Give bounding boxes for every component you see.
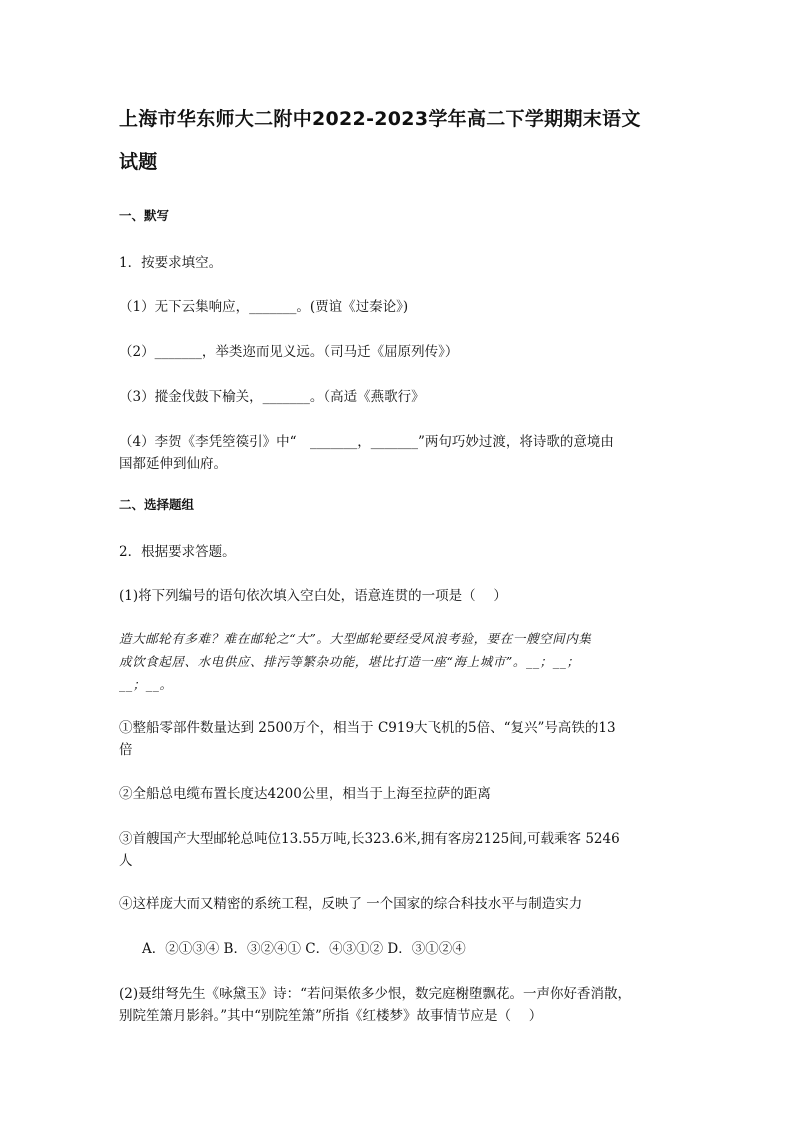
passage-line-2: 成饮食起居、水电供应、排污等繁杂功能，堪比打造一座“海上城市”。__；__； — [119, 654, 580, 669]
question-2-stem: 2．根据要求答题。 — [119, 544, 236, 560]
sentence-3-cont: 人 — [119, 853, 133, 869]
question-1-item-1: （1）无下云集响应，_______。(贾谊《过秦论》) — [119, 299, 409, 315]
sentence-3: ③首艘国产大型邮轮总吨位13.55万吨,长323.6米,拥有客房2125间,可载乘客 5246 — [119, 831, 620, 847]
section-heading-dictation: 一、默写 — [119, 208, 170, 223]
subquestion-2-line-2: 别院笙箫月影斜。”其中“别院笙箫”所指《红楼梦》故事情节应是（ ） — [119, 1008, 543, 1024]
question-1-item-3: （3）摐金伐鼓下榆关，_______。（高适《燕歌行》 — [119, 389, 425, 405]
passage-line-3: __；__。 — [119, 677, 173, 692]
question-1-item-4: （4）李贺《李凭箜篌引》中“ _______，_______”两句巧妙过渡，将诗歌的意境由 — [119, 434, 614, 450]
passage-line-1: 造大邮轮有多难？难在邮轮之“大”。大型邮轮要经受风浪考验，要在一艘空间内集 — [119, 631, 592, 646]
sentence-1-cont: 倍 — [119, 742, 133, 758]
subquestion-2-line-1: (2)聂绀弩先生《咏黛玉》诗：“若问渠侬多少恨，数完庭榭堕飘花。一声你好香消散， — [119, 986, 632, 1002]
doc-title-line-1: 上海市华东师大二附中2022-2023学年高二下学期期末语文 — [119, 108, 641, 130]
section-heading-choice: 二、选择题组 — [119, 497, 195, 512]
answer-options: A．②①③④ B．③②④① C．④③①② D．③①②④ — [142, 941, 466, 957]
sentence-1: ①整船零部件数量达到 2500万个，相当于 C919大飞机的5倍、“复兴”号高铁的13 — [119, 720, 616, 736]
question-1-item-2: （2）_______，举类迩而见义远。（司马迁《屈原列传》） — [119, 344, 459, 360]
question-1-item-4-cont: 国都延伸到仙府。 — [119, 456, 227, 472]
sentence-4: ④这样庞大而又精密的系统工程，反映了 一个国家的综合科技水平与制造实力 — [119, 896, 583, 912]
sentence-2: ②全船总电缆布置长度达4200公里，相当于上海至拉萨的距离 — [119, 786, 491, 802]
subquestion-1-stem: (1)将下列编号的语句依次填入空白处，语意连贯的一项是（ ） — [119, 588, 507, 604]
doc-title-line-2: 试题 — [119, 151, 158, 173]
question-1-stem: 1．按要求填空。 — [119, 255, 223, 271]
